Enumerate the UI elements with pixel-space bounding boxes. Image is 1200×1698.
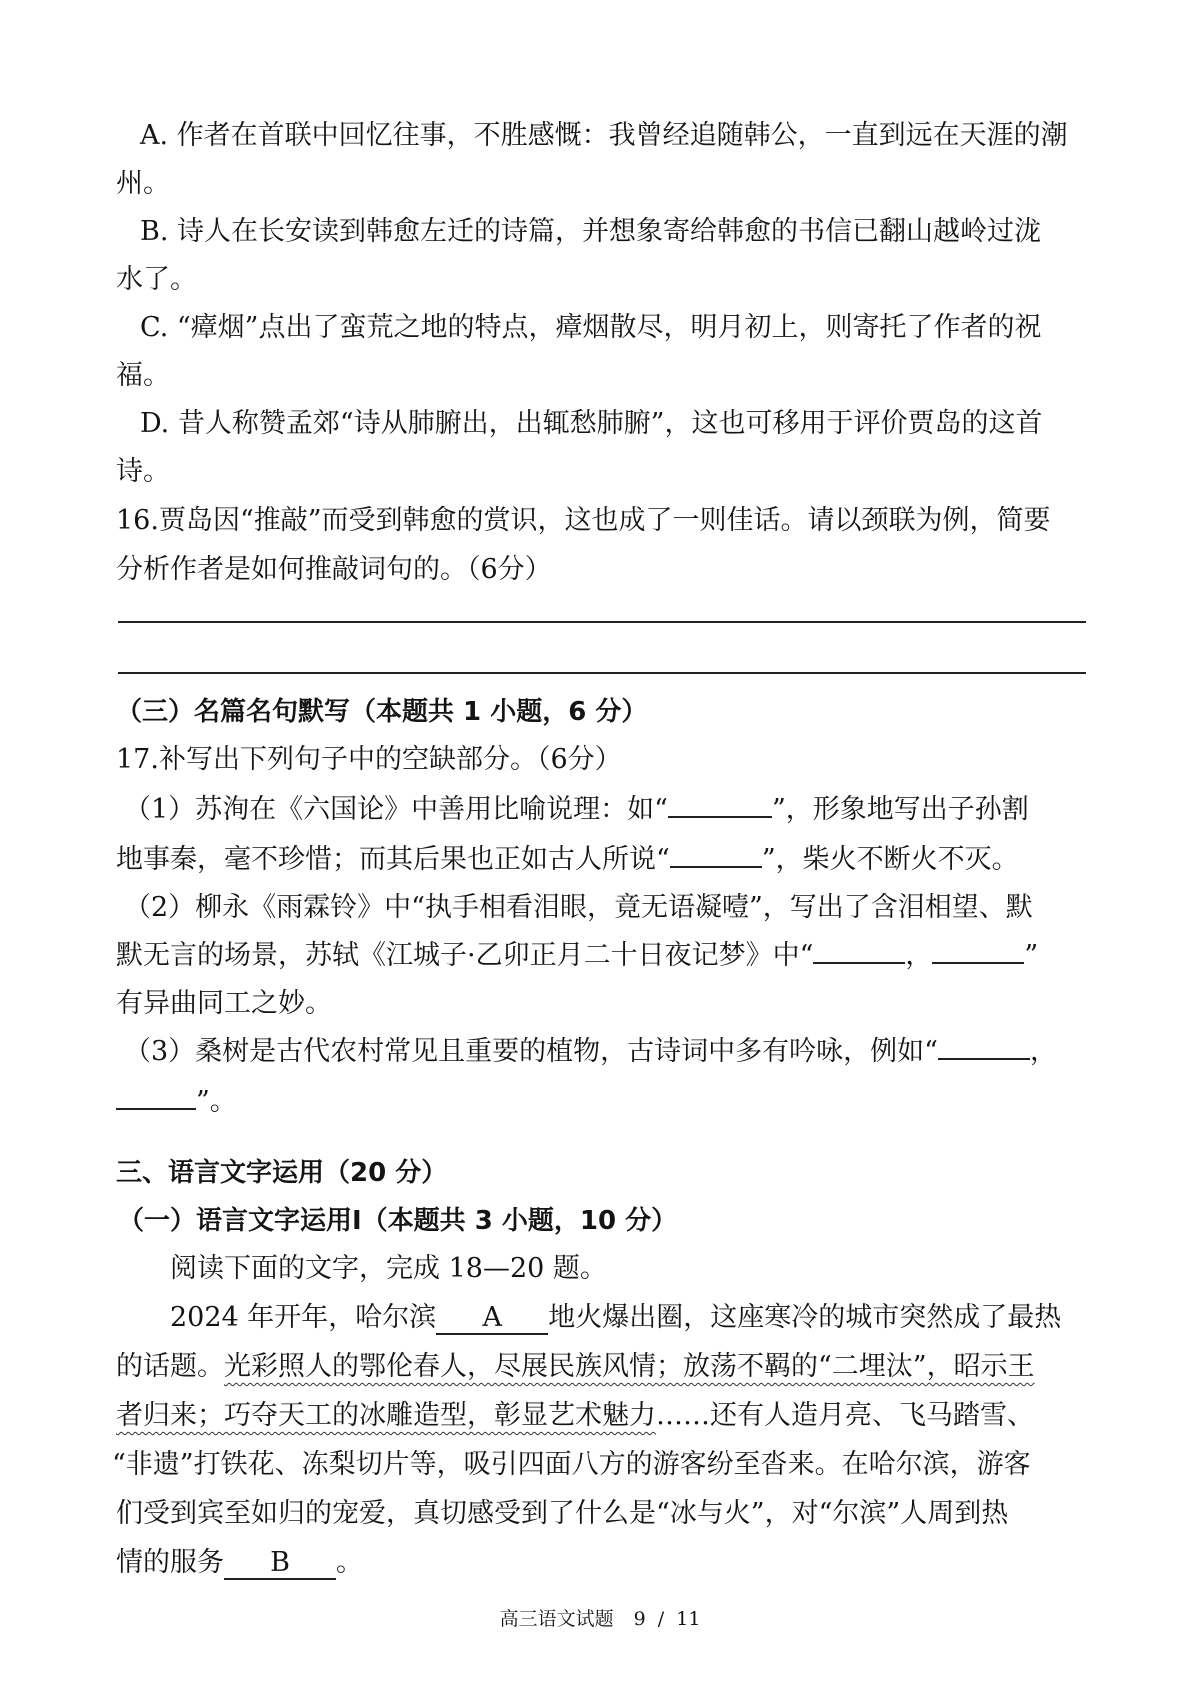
question-17-part1-line2 [116,836,1086,884]
question-16-line2: 分析作者是如何推敲词句的。（6分） [116,554,552,585]
option-d-line2: 诗。 [116,456,170,487]
sub-heading-language-use-1: （一）语言文字运用Ⅰ（本题共 3 小题，10 分） [118,1206,678,1236]
q17-p1-text-c: 地事秦，毫不珍惜；而其后果也正如古人所说“ [116,844,670,875]
passage-l6-b: 。 [336,1547,363,1578]
q17-p1-text-a: （1）苏洵在《六国论》中善用比喻说理：如“ [124,794,668,825]
q17-p3-text-a: （3）桑树是古代农村常见且重要的植物，古诗词中多有吟咏，例如“ [124,1036,938,1067]
passage-blank-b[interactable]: B [224,1548,336,1580]
part-heading-language-use: 三、语言文字运用（20 分） [116,1158,448,1188]
question-17-part3-line1 [124,1028,1094,1076]
passage-l2-a: 的话题。 [116,1351,224,1382]
passage-line6 [116,1539,1086,1587]
footer-separator: / [657,1608,665,1630]
passage-line2 [116,1343,1086,1391]
footer-page-number: 9 [633,1608,646,1630]
passage-l1-a: 2024 年开年，哈尔滨 [170,1302,437,1333]
option-a-line1: A. 作者在首联中回忆往事，不胜感慨：我曾经追随韩公，一直到远在天涯的潮 [140,120,1068,151]
fill-blank-3[interactable] [813,932,905,964]
option-b-line2: 水了。 [116,264,197,295]
passage-line5: 们受到宾至如归的宠爱，真切感受到了什么是“冰与火”，对“尔滨”人周到热 [116,1498,1009,1529]
passage-l1-b: 地火爆出圈，这座寒冷的城市突然成了最热 [548,1302,1062,1333]
passage-blank-a[interactable]: A [436,1303,548,1335]
q17-p2-text-b: 默无言的场景，苏轼《江城子·乙卯正月二十日夜记梦》中“ [116,940,814,971]
question-17-part2-line1: （2）柳永《雨霖铃》中“执手相看泪眼，竟无语凝噎”，写出了含泪相望、默 [124,892,1033,923]
passage-line1 [170,1294,1140,1342]
q17-p3-text-c: ”。 [196,1086,237,1117]
q17-p1-text-d: ”，柴火不断火不灭。 [761,844,1019,875]
option-d-line1: D. 昔人称赞孟郊“诗从肺腑出，出辄愁肺腑”，这也可移用于评价贾岛的这首 [140,408,1043,439]
option-b-line1: B. 诗人在长安读到韩愈左迁的诗篇，并想象寄给韩愈的书信已翻山越岭过泷 [140,216,1042,247]
passage-l3-b: ……还有人造月亮、飞马踏雪、 [656,1400,1034,1431]
question-17-part3-line2 [116,1078,1086,1126]
passage-line4: “非遗”打铁花、冻梨切片等，吸引四面八方的游客纷至沓来。在哈尔滨，游客 [112,1449,1031,1480]
fill-blank-2[interactable] [670,836,762,868]
fill-blank-4[interactable] [932,932,1024,964]
footer-subject: 高三语文试题 [499,1608,614,1630]
passage-l2-wavy: 光彩照人的鄂伦春人，尽展民族风情；放荡不羁的“二埋汰”，昭示王 [224,1351,1035,1382]
passage-l6-a: 情的服务 [116,1547,224,1578]
fill-blank-6[interactable] [116,1078,196,1110]
fill-blank-1[interactable] [668,786,772,818]
section-heading-recitation: （三）名篇名句默写（本题共 1 小题，6 分） [116,697,648,727]
question-17-part2-line3: 有异曲同工之妙。 [116,988,332,1019]
answer-line-1[interactable] [118,621,1086,623]
question-17-title: 17.补写出下列句子中的空缺部分。（6分） [116,744,622,775]
question-17-part2-line2 [116,932,1086,980]
reading-instruction: 阅读下面的文字，完成 18—20 题。 [170,1253,607,1284]
page-footer [0,1604,1200,1631]
q17-p2-text-c: ” [1024,940,1039,971]
answer-line-2[interactable] [118,672,1086,674]
option-a-line2: 州。 [116,168,170,199]
fill-blank-5[interactable] [938,1028,1030,1060]
passage-l3-wavy: 者归来；巧夺天工的冰雕造型，彰显艺术魅力 [116,1400,656,1431]
q17-p1-text-b: ”，形象地写出子孙割 [771,794,1029,825]
q17-p3-text-b: ， [1029,1036,1057,1067]
question-16-line1: 16.贾岛因“推敲”而受到韩愈的赏识，这也成了一则佳话。请以颈联为例，简要 [116,505,1051,536]
option-c-line1: C. “瘴烟”点出了蛮荒之地的特点，瘴烟散尽，明月初上，则寄托了作者的祝 [140,312,1042,343]
passage-line3 [116,1392,1086,1440]
option-c-line2: 福。 [116,360,170,391]
q17-p2-sep: ， [905,940,933,971]
question-17-part1-line1 [124,786,1094,834]
footer-total-pages: 11 [676,1608,701,1630]
